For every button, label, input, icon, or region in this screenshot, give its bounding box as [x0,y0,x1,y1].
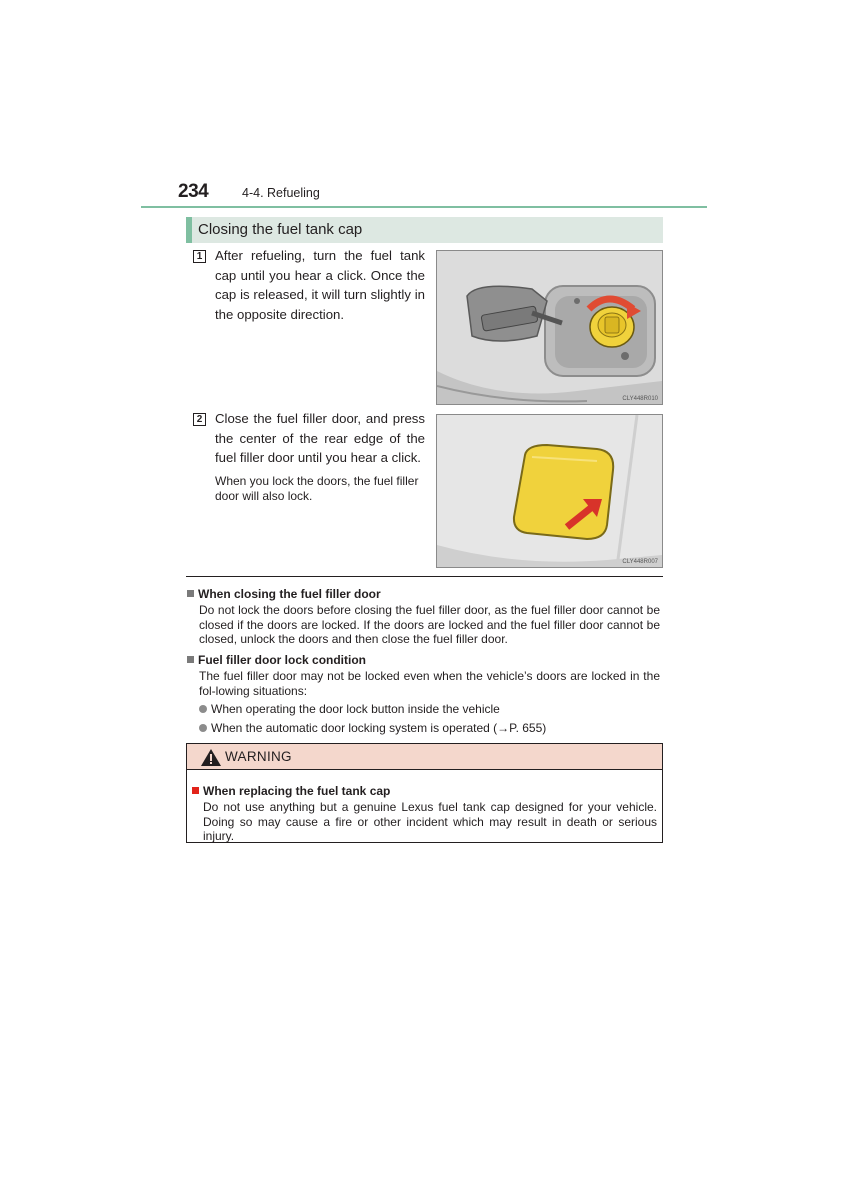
content-divider [186,576,663,577]
illustration-code: CLY448R010 [622,396,658,402]
note-heading-row [187,585,381,603]
bullet-item [199,702,500,717]
round-bullet-icon [199,724,207,732]
warning-header [187,744,662,770]
step-1-text: After refueling, turn the fuel tank cap until you hear a click. Once the cap is released, it will turn slightly in the opposite direction. [215,248,425,322]
illustration-code: CLY448R007 [622,559,658,565]
warning-body: Do not use anything but a genuine Lexus fuel tank cap designed for your vehicle. Doing so may cause a fire or other incident which may result in death or serious injury. [203,800,657,843]
warning-triangle-icon [201,749,221,766]
step-2-note: When you lock the doors, the fuel filler door will also lock. [215,474,419,503]
warning-label: WARNING [225,749,292,764]
section-title-bar [186,217,663,243]
fuel-door-press-illustration [436,414,663,568]
gray-square-bullet-icon [187,656,194,663]
bullet-item [199,721,546,736]
round-bullet-icon [199,705,207,713]
gray-square-bullet-icon [187,590,194,597]
bullet-text: When operating the door lock button inside the vehicle [211,702,500,716]
section-breadcrumb: 4-4. Refueling [242,186,320,200]
red-square-bullet-icon [192,787,199,794]
note-heading: Fuel filler door lock condition [198,653,367,667]
step-number-badge: 2 [193,413,206,426]
note-body: The fuel filler door may not be locked even when the vehicle’s doors are locked in the fol-lowing situations: [199,669,660,698]
warning-heading-row [192,782,390,800]
step-number-badge: 1 [193,250,206,263]
fuel-cap-turn-illustration [436,250,663,405]
warning-heading: When replacing the fuel tank cap [203,784,391,798]
step-2-text: Close the fuel filler door, and press the center of the rear edge of the fuel filler door until you hear a click. [215,411,425,465]
header-divider [141,206,707,208]
fuel-cap-turn-drawing [437,251,662,404]
fuel-door-press-drawing [437,415,662,567]
bullet-text: When the automatic door locking system is operated (→P. 655) [211,721,547,735]
note-heading: When closing the fuel filler door [198,587,381,601]
page-number: 234 [178,181,209,202]
note-heading-row [187,651,366,669]
note-body: Do not lock the doors before closing the fuel filler door, as the fuel filler door cannot be closed if the doors are locked. If the doors are locked and the fuel filler door cannot be closed, unlock the doors and then close the fuel filler door. [199,603,660,646]
warning-box [186,743,663,843]
section-title: Closing the fuel tank cap [198,221,363,238]
